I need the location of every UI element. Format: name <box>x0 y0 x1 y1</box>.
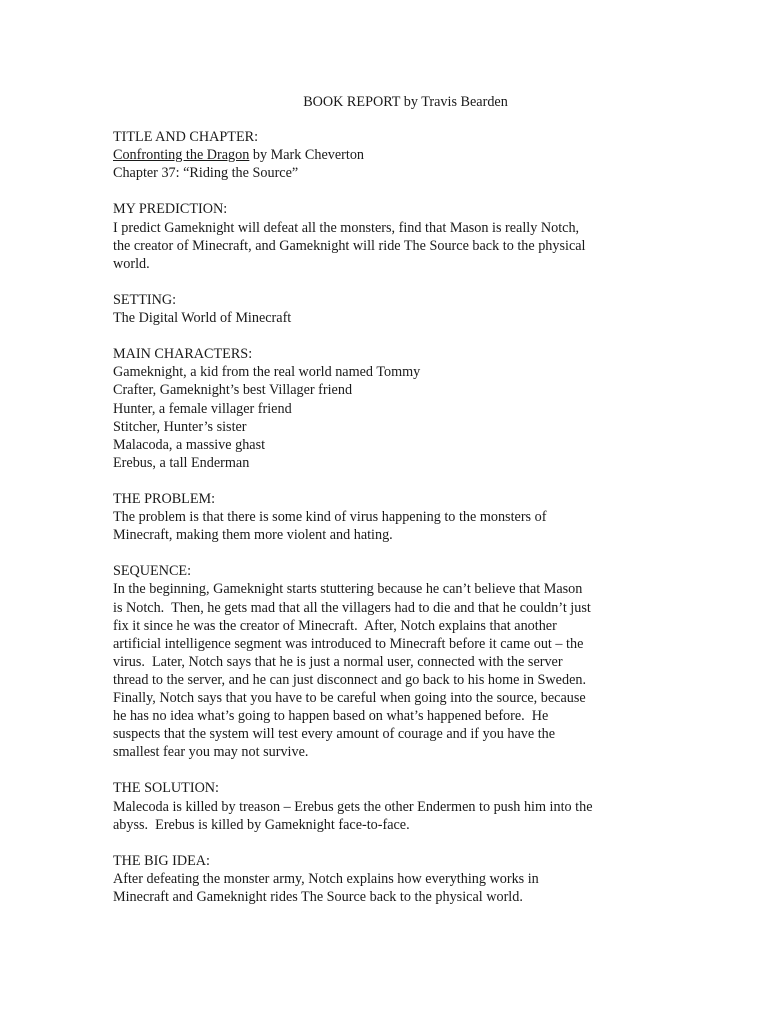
document-page <box>113 93 668 924</box>
section-sequence <box>113 562 668 761</box>
section-big-idea <box>113 852 668 906</box>
section-setting <box>113 291 668 327</box>
text-line: The problem is that there is some kind of virus happening to the monsters of <box>113 509 547 526</box>
text-line: smallest fear you may not survive. <box>113 744 309 761</box>
text-line: thread to the server, and he can just disconnect and go back to his home in Sweden. <box>113 671 587 688</box>
text-line: Malecoda is killed by treason – Erebus gets the other Endermen to push him into the <box>113 798 593 815</box>
book-author: by Mark Cheverton <box>249 147 365 164</box>
section-heading: THE SOLUTION: <box>113 780 219 797</box>
section-heading: MY PREDICTION: <box>113 201 228 218</box>
section-characters <box>113 345 668 472</box>
section-title-chapter <box>113 128 668 182</box>
section-heading: MAIN CHARACTERS: <box>113 346 253 363</box>
section-problem <box>113 490 668 544</box>
section-heading: THE BIG IDEA: <box>113 852 210 869</box>
text-line: After defeating the monster army, Notch explains how everything works in <box>113 870 539 887</box>
text-line: In the beginning, Gameknight starts stuttering because he can’t believe that Mason <box>113 581 583 598</box>
section-heading: SEQUENCE: <box>113 563 192 580</box>
text-line: suspects that the system will test every amount of courage and if you have the <box>113 726 556 743</box>
report-title: BOOK REPORT by Travis Bearden <box>303 94 508 110</box>
character-line: Gameknight, a kid from the real world named Tommy <box>113 364 421 381</box>
text-line: the creator of Minecraft, and Gameknight will ride The Source back to the physical <box>113 237 586 254</box>
character-line: Malacoda, a massive ghast <box>113 436 266 453</box>
section-prediction <box>113 200 668 272</box>
text-line: world. <box>113 255 150 272</box>
text-line: abyss. Erebus is killed by Gameknight face-to-face. <box>113 816 410 833</box>
text-line: The Digital World of Minecraft <box>113 310 292 327</box>
text-line: Minecraft, making them more violent and hating. <box>113 527 393 544</box>
section-solution <box>113 779 668 833</box>
character-line: Stitcher, Hunter’s sister <box>113 418 247 435</box>
section-heading: THE PROBLEM: <box>113 490 216 507</box>
text-line: artificial intelligence segment was introduced to Minecraft before it came out – the <box>113 635 584 652</box>
section-heading: TITLE AND CHAPTER: <box>113 129 259 146</box>
text-line: is Notch. Then, he gets mad that all the villagers had to die and that he couldn’t just <box>113 599 591 616</box>
text-line: virus. Later, Notch says that he is just a normal user, connected with the server <box>113 653 563 670</box>
section-heading: SETTING: <box>113 291 177 308</box>
text-line: Minecraft and Gameknight rides The Source back to the physical world. <box>113 889 523 906</box>
chapter-line: Chapter 37: “Riding the Source” <box>113 165 299 182</box>
text-line: Finally, Notch says that you have to be careful when going into the source, because <box>113 690 586 706</box>
text-line: he has no idea what’s going to happen based on what’s happened before. He <box>113 708 549 725</box>
character-line: Hunter, a female villager friend <box>113 400 292 417</box>
book-title-line <box>113 146 668 164</box>
text-line: fix it since he was the creator of Minecraft. After, Notch explains that another <box>113 617 557 634</box>
book-title: Confronting the Dragon <box>113 147 250 164</box>
character-line: Crafter, Gameknight’s best Villager friend <box>113 382 353 399</box>
character-line: Erebus, a tall Enderman <box>113 454 250 471</box>
text-line: I predict Gameknight will defeat all the monsters, find that Mason is really Notch, <box>113 219 580 236</box>
